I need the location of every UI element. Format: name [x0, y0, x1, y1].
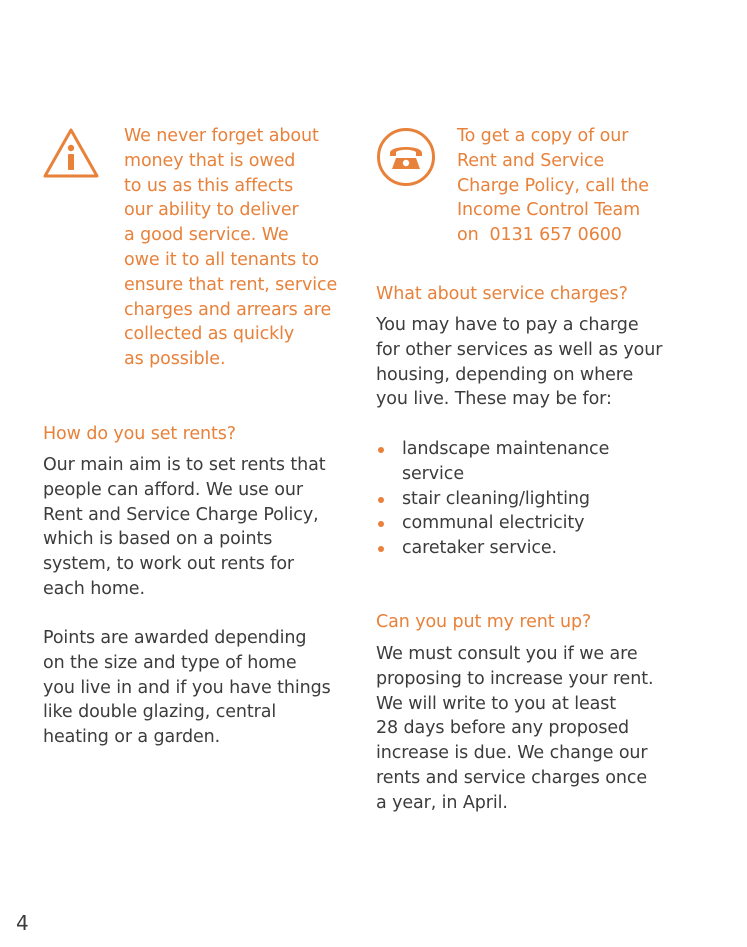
- callout-line: Income Control Team: [457, 200, 641, 221]
- callout-line: owe it to all tenants to: [124, 249, 320, 270]
- section-heading-service: What about service charges?: [376, 284, 628, 304]
- body-line: for other services as well as your: [376, 339, 663, 360]
- rents-paragraph-1: [43, 453, 326, 602]
- body-line: 28 days before any proposed: [376, 718, 630, 739]
- list-item: [376, 487, 609, 512]
- callout-line: We never forget about: [124, 126, 319, 146]
- rents-paragraph-2: [43, 626, 331, 750]
- right-callout-text: [457, 124, 649, 248]
- body-line: you live in and if you have things: [43, 677, 331, 698]
- body-line: which is based on a points: [43, 529, 273, 550]
- list-item-text: caretaker service.: [402, 538, 557, 559]
- warning-info-icon: [42, 127, 100, 179]
- left-callout-text: [124, 124, 337, 372]
- callout-line: collected as quickly: [124, 324, 295, 345]
- service-paragraph: [376, 313, 662, 412]
- page-number: 4: [16, 911, 29, 935]
- callout-line: charges and arrears are: [124, 299, 332, 320]
- body-line: Our main aim is to set rents that: [43, 455, 326, 475]
- body-line: We will write to you at least: [376, 693, 617, 714]
- body-line: Rent and Service Charge Policy,: [43, 504, 319, 525]
- list-item-text: stair cleaning/lighting: [402, 488, 590, 509]
- bullet-dot-icon: [378, 546, 384, 552]
- body-line: people can afford. We use our: [43, 479, 303, 500]
- body-line: Points are awarded depending: [43, 628, 307, 648]
- body-line: We must consult you if we are: [376, 644, 638, 664]
- bullet-dot-icon: [378, 521, 384, 527]
- body-line: You may have to pay a charge: [376, 315, 639, 335]
- callout-line: to us as this affects: [124, 175, 294, 196]
- body-line: heating or a garden.: [43, 727, 221, 748]
- list-item: [376, 437, 609, 487]
- callout-line: ensure that rent, service: [124, 274, 338, 295]
- body-line: like double glazing, central: [43, 702, 277, 723]
- callout-line: Rent and Service: [457, 150, 605, 171]
- body-line: rents and service charges once: [376, 767, 648, 788]
- bullet-dot-icon: [378, 497, 384, 503]
- section-heading-rents: How do you set rents?: [43, 424, 236, 444]
- body-line: each home.: [43, 578, 145, 599]
- list-item-text: landscape maintenance: [402, 439, 610, 459]
- callout-line: as possible.: [124, 349, 226, 370]
- rent-up-paragraph: [376, 642, 653, 816]
- telephone-icon: [376, 127, 436, 187]
- callout-line: To get a copy of our: [457, 126, 629, 146]
- section-heading-rent-up: Can you put my rent up?: [376, 612, 592, 632]
- body-line: system, to work out rents for: [43, 554, 295, 575]
- callout-line: Charge Policy, call the: [457, 175, 649, 196]
- callout-line: on 0131 657 0600: [457, 225, 622, 246]
- body-line: a year, in April.: [376, 792, 508, 813]
- body-line: you live. These may be for:: [376, 389, 612, 410]
- service-list: [376, 437, 609, 561]
- callout-line: money that is owed: [124, 150, 296, 171]
- bullet-dot-icon: [378, 447, 384, 453]
- list-item: [376, 536, 609, 561]
- callout-line: a good service. We: [124, 225, 289, 246]
- list-item: [376, 511, 609, 536]
- list-item-text: communal electricity: [402, 513, 585, 534]
- callout-line: our ability to deliver: [124, 200, 299, 221]
- body-line: proposing to increase your rent.: [376, 668, 654, 689]
- list-item-text: service: [402, 463, 464, 484]
- body-line: on the size and type of home: [43, 652, 297, 673]
- body-line: increase is due. We change our: [376, 743, 648, 764]
- body-line: housing, depending on where: [376, 364, 634, 385]
